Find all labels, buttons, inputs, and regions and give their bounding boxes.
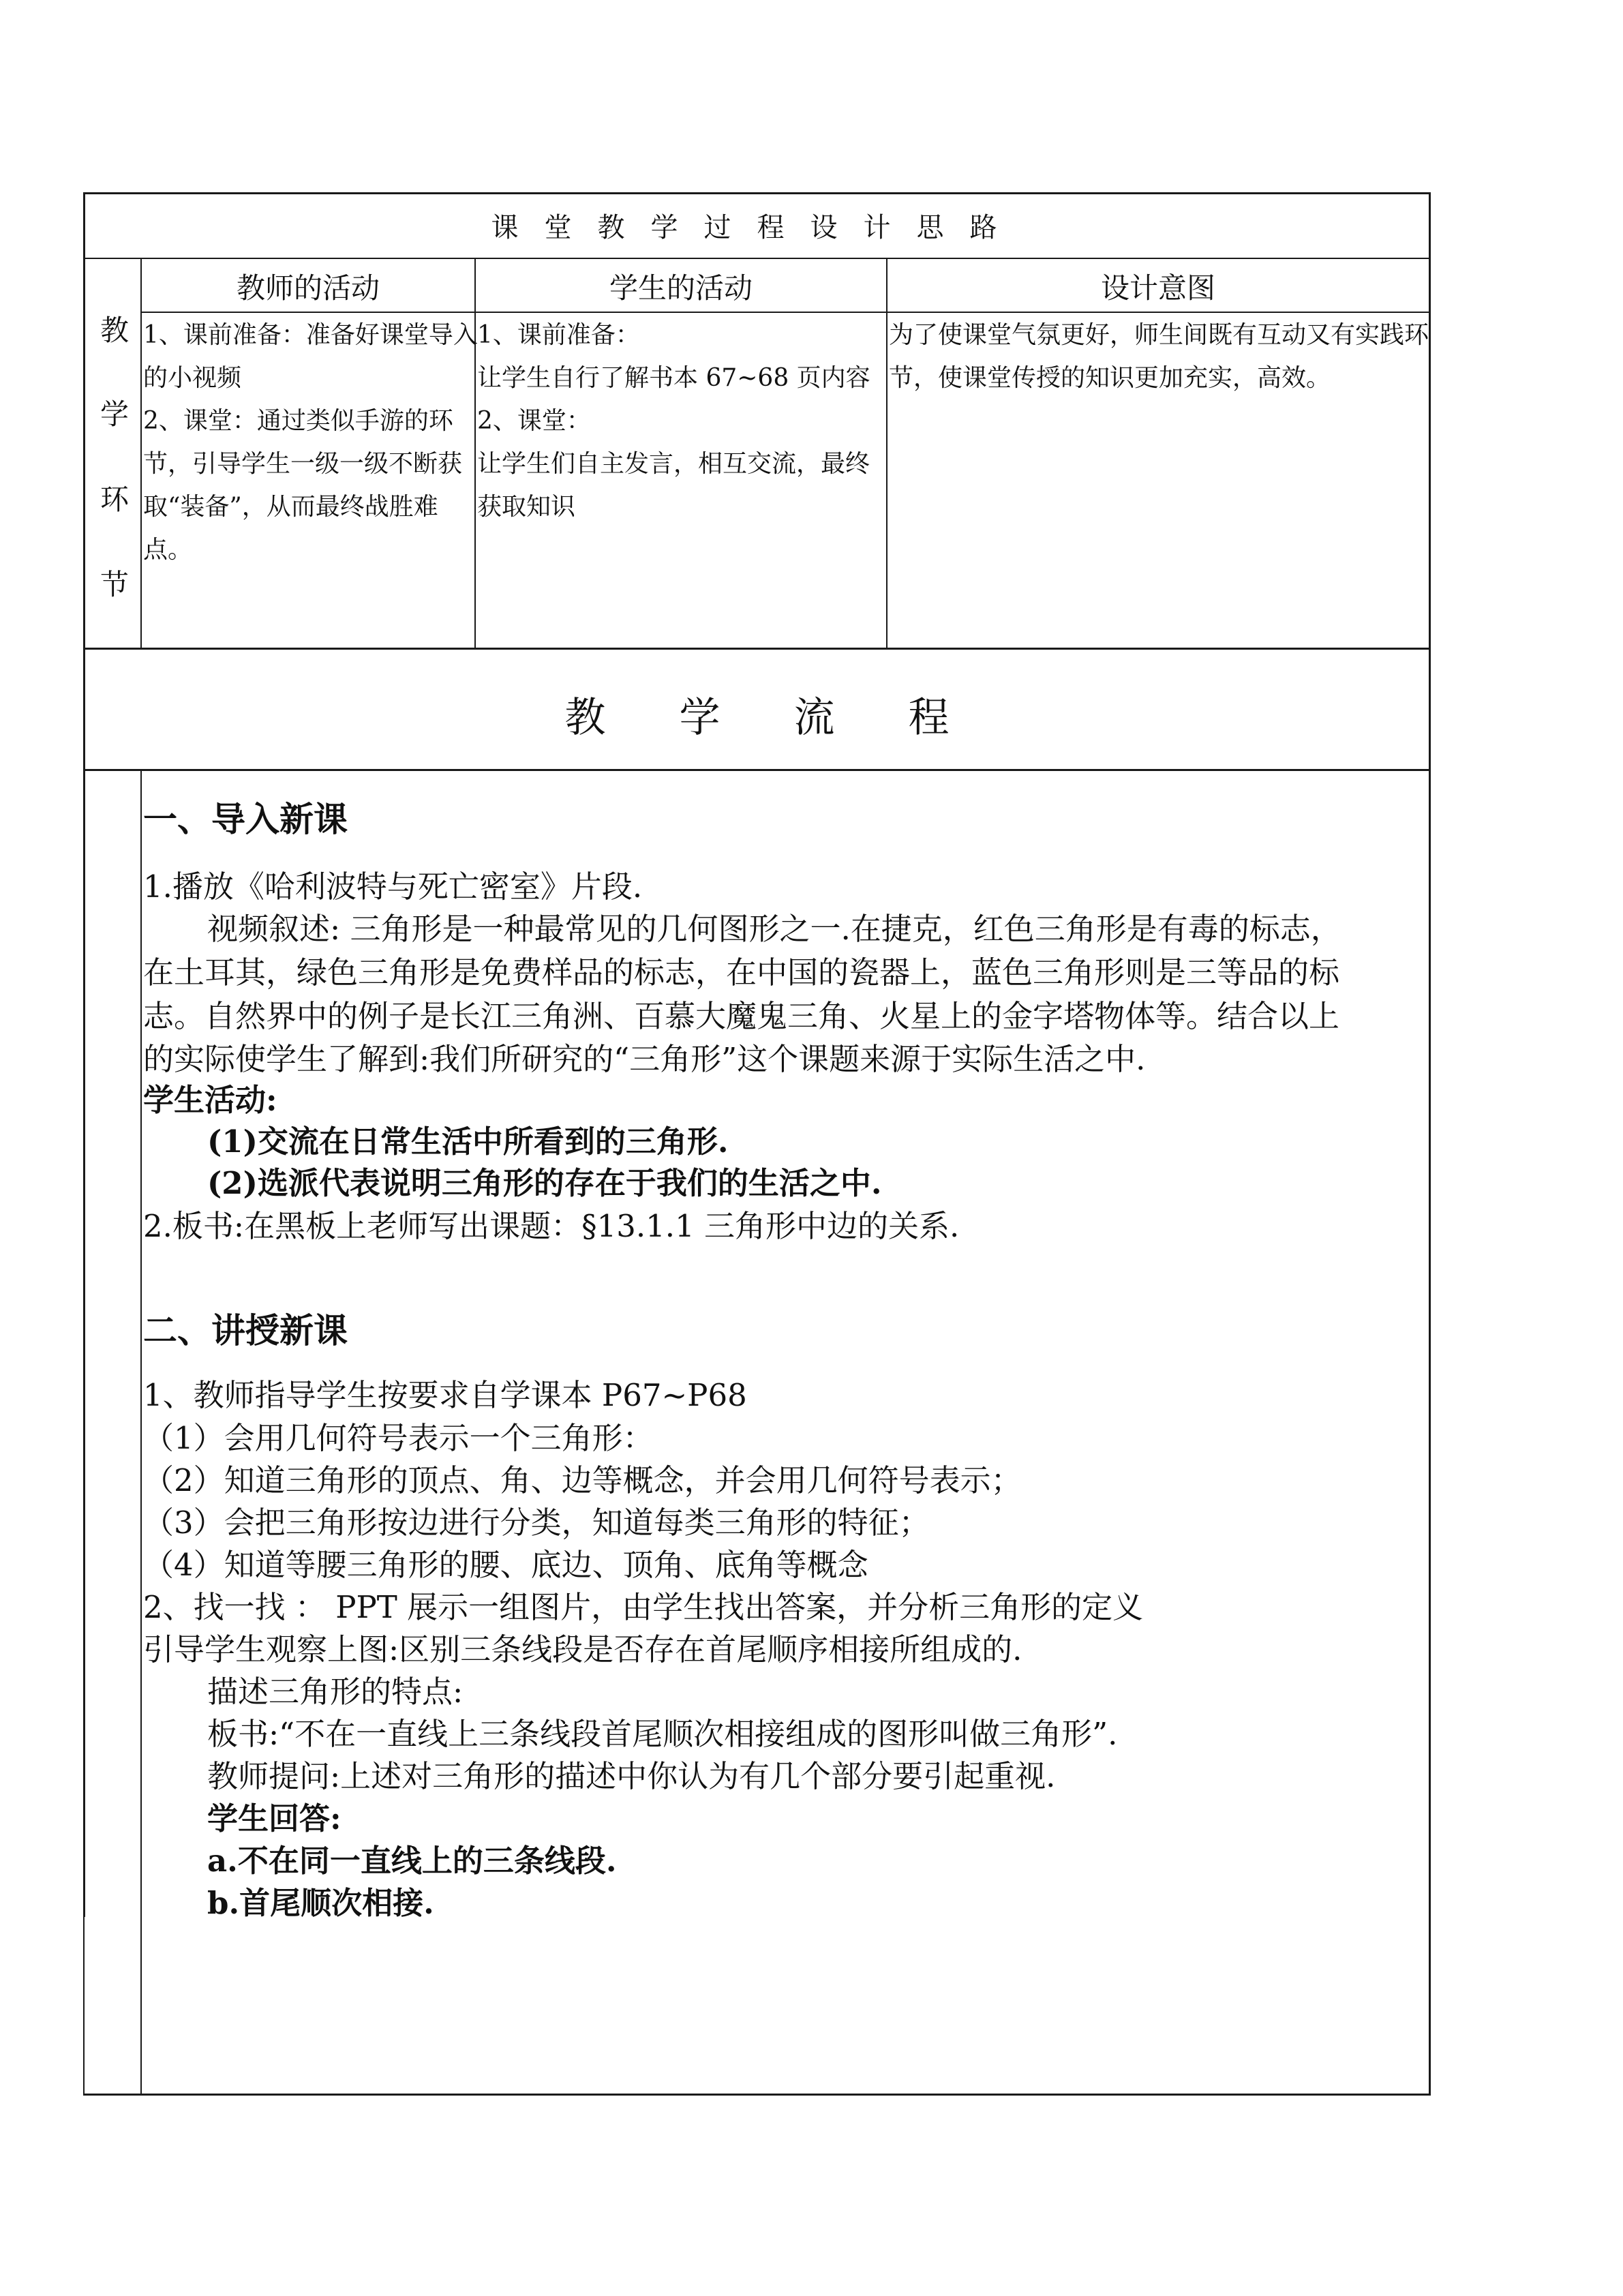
student-answer-item: b.首尾顺次相接.: [207, 1885, 434, 1921]
student-line: 让学生们自主发言，相互交流，最终: [477, 450, 870, 478]
table-border-left: [83, 192, 85, 1917]
col-line-student: [886, 258, 888, 649]
table-border-top: [83, 192, 1431, 194]
side-label-char: 节: [100, 568, 130, 601]
student-line: 2、课堂：: [477, 407, 591, 435]
section1-item2: 2.板书:在黑板上老师写出课题：§13.1.1 三角形中边的关系.: [143, 1208, 960, 1244]
student-answer-label: 学生回答:: [207, 1800, 342, 1837]
side-label-char: 学: [100, 397, 130, 431]
teacher-line: 的小视频: [143, 364, 242, 392]
student-line: 让学生自行了解书本 67~68 页内容: [477, 364, 870, 392]
row-line-4: [83, 769, 1431, 771]
video-description-line: 在土耳其，绿色三角形是免费样品的标志，在中国的瓷器上，蓝色三角形则是三等品的标: [143, 954, 1340, 991]
col-line-side-lower: [140, 769, 142, 2096]
row-line-2: [140, 312, 1431, 313]
student-activity-item: (2)选派代表说明三角形的存在于我们的生活之中.: [207, 1165, 882, 1201]
table-border-left-lower: [83, 1917, 85, 2096]
intent-line: 节，使课堂传授的知识更加充实，高效。: [889, 364, 1331, 392]
teacher-line: 节，引导学生一级一级不断获: [143, 450, 463, 478]
section1-item1: 1.播放《哈利波特与死亡密室》片段.: [143, 868, 643, 905]
teacher-line: 取“装备”，从而最终战胜难: [143, 493, 438, 521]
table-border-right: [1429, 192, 1431, 2096]
section2-describe: 描述三角形的特点:: [207, 1674, 464, 1710]
flow-title: 教学流程: [564, 694, 1023, 742]
video-description-line: 志。自然界中的例子是长江三角洲、百慕大魔鬼三角、火星上的金字塔物体等。结合以上: [143, 998, 1340, 1034]
section2-subitem: （3）会把三角形按边进行分类，知道每类三角形的特征；: [143, 1505, 930, 1541]
section2-subitem: （1）会用几何符号表示一个三角形：: [143, 1420, 654, 1456]
row-line-3: [83, 648, 1431, 650]
section2-heading: 二、讲授新课: [143, 1310, 348, 1350]
student-line: 1、课前准备：: [477, 321, 640, 349]
student-line: 获取知识: [477, 493, 576, 521]
section1-heading: 一、导入新课: [143, 799, 348, 839]
student-activity-label: 学生活动:: [143, 1082, 277, 1118]
teacher-line: 点。: [143, 536, 193, 564]
video-description-line: 的实际使学生了解到:我们所研究的“三角形”这个课题来源于实际生活之中.: [143, 1041, 1146, 1077]
teacher-line: 1、课前准备：准备好课堂导入: [143, 321, 478, 349]
table-border-bottom: [83, 2094, 1431, 2096]
section2-guide: 引导学生观察上图:区别三条线段是否存在首尾顺序相接所组成的.: [143, 1631, 1022, 1667]
side-label-char: 教: [100, 314, 130, 347]
student-answer-item: a.不在同一直线上的三条线段.: [207, 1843, 617, 1879]
section2-subitem: （4）知道等腰三角形的腰、底边、顶角、底角等概念: [143, 1547, 868, 1583]
column-header-teacher: 教师的活动: [236, 271, 380, 305]
section2-question: 教师提问:上述对三角形的描述中你认为有几个部分要引起重视.: [207, 1758, 1056, 1794]
column-header-student: 学生的活动: [609, 271, 753, 305]
column-header-intent: 设计意图: [1100, 271, 1215, 305]
table-title: 课堂教学过程设计思路: [491, 212, 1023, 243]
teacher-line: 2、课堂：通过类似手游的环: [143, 407, 453, 435]
col-line-side: [140, 258, 142, 649]
row-line-1: [83, 258, 1431, 259]
section2-item2: 2、找一找 ： PPT 展示一组图片，由学生找出答案，并分析三角形的定义: [143, 1589, 1144, 1625]
student-activity-item: (1)交流在日常生活中所看到的三角形.: [207, 1123, 729, 1160]
section2-item1: 1、教师指导学生按要求自学课本 P67~P68: [143, 1377, 747, 1413]
section2-board: 板书:“不在一直线上三条线段首尾顺次相接组成的图形叫做三角形”.: [207, 1716, 1118, 1752]
video-description-line: 视频叙述: 三角形是一种最常见的几何图形之一.在捷克，红色三角形是有毒的标志，: [207, 911, 1341, 947]
section2-subitem: （2）知道三角形的顶点、角、边等概念，并会用几何符号表示；: [143, 1462, 1022, 1498]
intent-line: 为了使课堂气氛更好，师生间既有互动又有实践环: [889, 321, 1429, 349]
side-label-char: 环: [100, 483, 130, 516]
